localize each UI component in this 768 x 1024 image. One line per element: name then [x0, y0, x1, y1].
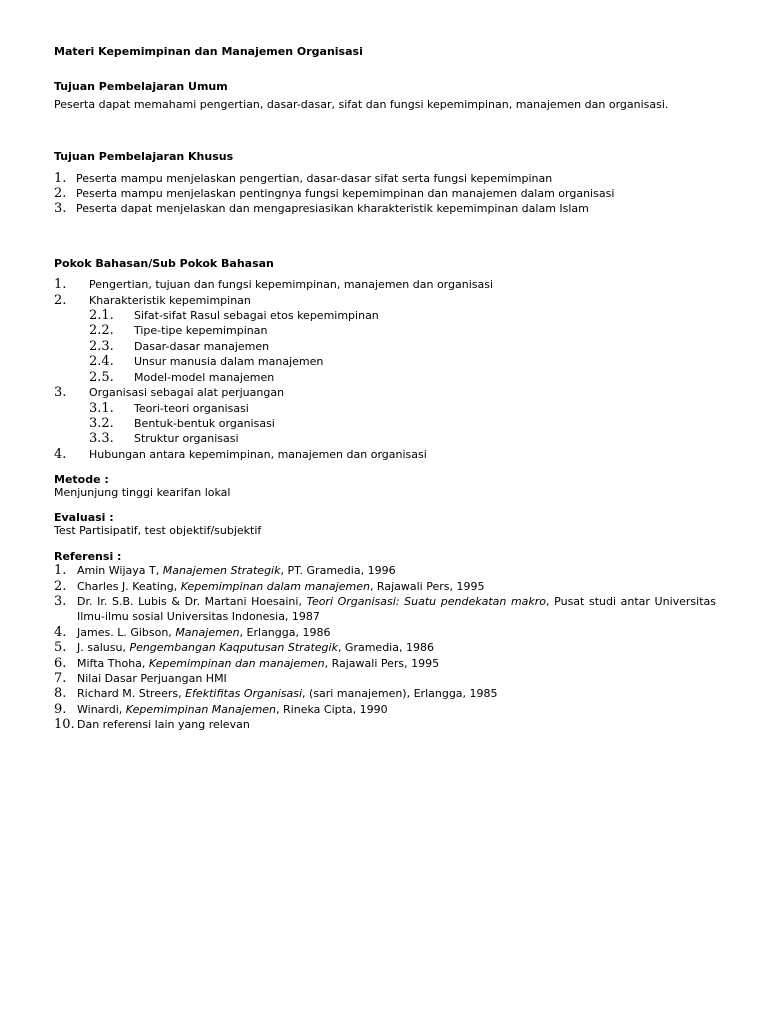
- reference-item: [54, 671, 716, 686]
- reference-title: Teori Organisasi: Suatu pendekatan makro: [306, 594, 547, 608]
- reference-number: 7.: [54, 670, 67, 686]
- item-number: 3.: [54, 201, 67, 217]
- reference-detail: , Gramedia, 1986: [337, 641, 434, 655]
- reference-detail: Charles J. Keating,: [77, 579, 181, 593]
- sub-item-number: 3.2.: [89, 415, 114, 431]
- section-heading: Tujuan Pembelajaran Khusus: [54, 150, 234, 164]
- list-item: [54, 171, 716, 186]
- reference-title: Pengembangan Kaqputusan Strategik: [129, 641, 338, 655]
- reference-item: [54, 656, 716, 671]
- item-number: 2.: [54, 186, 67, 202]
- item-number: 2.: [54, 292, 67, 308]
- section-text: Peserta dapat memahami pengertian, dasar-dasar, sifat dan fungsi kepemimpinan, manajemen dan organisasi.: [54, 97, 669, 111]
- item-number: 3.: [54, 385, 67, 401]
- reference-text: [77, 686, 716, 701]
- item-number: 1.: [54, 277, 67, 293]
- sub-list: [54, 308, 716, 385]
- reference-text: [77, 702, 716, 717]
- item-text: Kharakteristik kepemimpinan: [89, 293, 251, 307]
- reference-text: [77, 656, 716, 671]
- section-text: Test Partisipatif, test objektif/subjektif: [54, 524, 262, 538]
- sub-item-text: Struktur organisasi: [134, 432, 239, 446]
- reference-item: [54, 625, 716, 640]
- sub-list-item: [54, 308, 716, 323]
- reference-item: [54, 640, 716, 655]
- sub-item-text: Bentuk-bentuk organisasi: [134, 416, 275, 430]
- section-heading: Metode :: [54, 473, 109, 487]
- item-text: Peserta mampu menjelaskan pengertian, dasar-dasar sifat serta fungsi kepemimpinan: [76, 171, 553, 185]
- reference-item: [54, 594, 716, 625]
- section-tujuan-umum: [54, 79, 716, 112]
- referensi-list: [54, 563, 716, 732]
- section-pokok-bahasan: [54, 256, 716, 462]
- reference-item: [54, 563, 716, 578]
- section-heading: Tujuan Pembelajaran Umum: [54, 80, 228, 94]
- reference-number: 3.: [54, 593, 67, 609]
- list-item: [54, 277, 716, 292]
- section-text: Menjunjung tinggi kearifan lokal: [54, 486, 231, 500]
- reference-title: Manajemen Strategik: [162, 564, 281, 578]
- sub-item-number: 2.2.: [89, 323, 114, 339]
- list-item: [54, 201, 716, 216]
- reference-detail: Dr. Ir. S.B. Lubis & Dr. Martani Hoesaini,: [77, 594, 307, 608]
- sub-item-number: 2.5.: [89, 369, 114, 385]
- section-heading: Referensi :: [54, 550, 122, 564]
- list-item: [54, 447, 716, 462]
- reference-detail: Dan referensi lain yang relevan: [77, 718, 250, 732]
- sub-list-item: [54, 401, 716, 416]
- section-tujuan-khusus: [54, 149, 716, 217]
- document-page: [54, 44, 716, 733]
- reference-number: 6.: [54, 655, 67, 671]
- reference-detail: , Erlangga, 1986: [239, 625, 331, 639]
- reference-number: 10.: [54, 717, 75, 733]
- reference-number: 2.: [54, 578, 67, 594]
- sub-list-item: [54, 354, 716, 369]
- reference-item: [54, 717, 716, 732]
- sub-item-text: Model-model manajemen: [134, 370, 275, 384]
- reference-item: [54, 686, 716, 701]
- sub-item-text: Tipe-tipe kepemimpinan: [134, 324, 268, 338]
- sub-item-text: Sifat-sifat Rasul sebagai etos kepemimpinan: [134, 309, 379, 323]
- sub-list-item: [54, 416, 716, 431]
- sub-list-item: [54, 431, 716, 446]
- reference-title: Kepemimpinan dalam manajemen: [180, 579, 370, 593]
- item-text: Organisasi sebagai alat perjuangan: [89, 386, 285, 400]
- reference-detail: , Rineka Cipta, 1990: [276, 702, 388, 716]
- list-item: [54, 293, 716, 385]
- reference-number: 4.: [54, 624, 67, 640]
- item-number: 4.: [54, 446, 67, 462]
- reference-detail: Winardi,: [77, 702, 126, 716]
- pokok-bahasan-list: [54, 277, 716, 462]
- reference-text: [77, 563, 716, 578]
- item-text: Peserta mampu menjelaskan pentingnya fungsi kepemimpinan dan manajemen dalam organisasi: [76, 187, 615, 201]
- reference-title: Manajemen: [175, 625, 240, 639]
- sub-list-item: [54, 339, 716, 354]
- reference-text: [77, 640, 716, 655]
- sub-list-item: [54, 323, 716, 338]
- sub-item-number: 2.1.: [89, 308, 114, 324]
- section-referensi: [54, 550, 716, 732]
- item-text: Peserta dapat menjelaskan dan mengapresiasikan kharakteristik kepemimpinan dalam Islam: [76, 202, 589, 216]
- reference-number: 8.: [54, 686, 67, 702]
- document-title: Materi Kepemimpinan dan Manajemen Organisasi: [54, 45, 363, 58]
- reference-title: Kepemimpinan Manajemen: [125, 702, 277, 716]
- reference-title: Efektifitas Organisasi: [185, 687, 303, 701]
- reference-detail: Mifta Thoha,: [77, 656, 149, 670]
- item-number: 1.: [54, 170, 67, 186]
- item-text: Pengertian, tujuan dan fungsi kepemimpinan, manajemen dan organisasi: [89, 278, 494, 292]
- reference-detail: J. salusu,: [77, 641, 130, 655]
- reference-number: 5.: [54, 640, 67, 656]
- reference-detail: , Rajawali Pers, 1995: [324, 656, 440, 670]
- sub-item-number: 2.3.: [89, 338, 114, 354]
- list-item: [54, 385, 716, 447]
- sub-item-number: 2.4.: [89, 354, 114, 370]
- reference-detail: , PT. Gramedia, 1996: [280, 564, 396, 578]
- reference-detail: , Rajawali Pers, 1995: [369, 579, 485, 593]
- tujuan-khusus-list: [54, 171, 716, 217]
- section-heading: Evaluasi :: [54, 511, 114, 525]
- sub-list-item: [54, 370, 716, 385]
- reference-detail: James. L. Gibson,: [77, 625, 176, 639]
- reference-title: Kepemimpinan dan manajemen: [148, 656, 325, 670]
- reference-text: [77, 594, 716, 625]
- reference-detail: Richard M. Streers,: [77, 687, 186, 701]
- list-item: [54, 186, 716, 201]
- section-evaluasi: [54, 511, 716, 537]
- sub-item-number: 3.3.: [89, 431, 114, 447]
- reference-detail: Amin Wijaya T,: [77, 564, 163, 578]
- reference-detail: Nilai Dasar Perjuangan HMI: [77, 671, 227, 685]
- reference-detail: , (sari manajemen), Erlangga, 1985: [302, 687, 498, 701]
- reference-item: [54, 579, 716, 594]
- reference-text: [77, 671, 716, 686]
- sub-item-text: Unsur manusia dalam manajemen: [134, 355, 324, 369]
- item-text: Hubungan antara kepemimpinan, manajemen dan organisasi: [89, 447, 427, 461]
- sub-item-text: Teori-teori organisasi: [134, 401, 249, 415]
- reference-number: 9.: [54, 701, 67, 717]
- reference-text: [77, 579, 716, 594]
- section-metode: [54, 473, 716, 499]
- sub-item-number: 3.1.: [89, 400, 114, 416]
- sub-item-text: Dasar-dasar manajemen: [134, 339, 270, 353]
- section-heading: Pokok Bahasan/Sub Pokok Bahasan: [54, 256, 274, 270]
- reference-detail: , Pusat studi antar Universitas Ilmu-ilmu sosial Universitas Indonesia, 1987: [77, 594, 716, 624]
- sub-list: [54, 401, 716, 447]
- reference-text: [77, 625, 716, 640]
- reference-item: [54, 702, 716, 717]
- reference-text: [77, 717, 716, 732]
- reference-number: 1.: [54, 563, 67, 579]
